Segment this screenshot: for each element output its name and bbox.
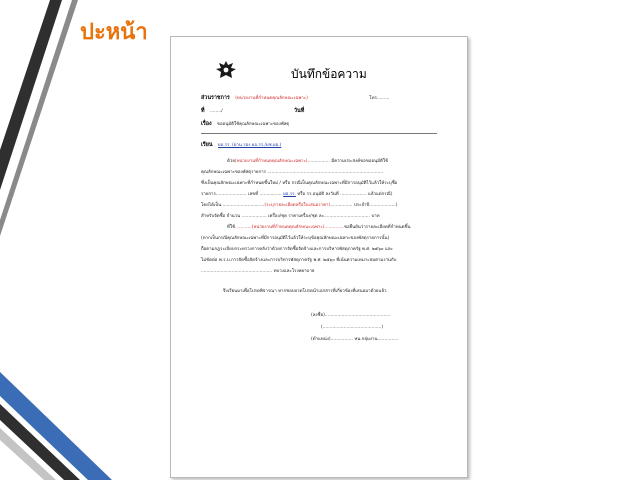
agency-value: (หน่วยงานที่กำหนดคุณลักษณะเฉพาะ) xyxy=(235,96,308,101)
to-label: เรียน xyxy=(201,142,213,148)
agency-label: ส่วนราชการ xyxy=(201,95,230,101)
ref-value: ......../ xyxy=(209,109,223,114)
body-placeholder: (หน่วยงานที่กำหนดคุณลักษณะเฉพาะ) xyxy=(234,159,308,164)
memo-body-line xyxy=(201,203,398,208)
memo-body-line xyxy=(201,214,379,219)
body-text: ที่ใช้ xyxy=(227,225,236,230)
to-value: ผอ.รร. (ผ่าน รอง ผอ.รร./ผช.ผอ.) xyxy=(218,143,282,148)
to-row xyxy=(201,143,281,148)
body-text: สำหรับจัดซื้อ จำนวน .................. เครื่อง/ชุด ราคาเครื่อง/ชุด ละ................................. บาท xyxy=(201,214,380,219)
subject-value: ขออนุมัติใช้คุณลักษณะเฉพาะของพัสดุ xyxy=(217,122,290,127)
body-text: ................................................... ทบวงและโรงพยาบาล xyxy=(201,269,315,274)
header-divider xyxy=(201,133,437,134)
body-text: โดยได้เป็น............................... xyxy=(201,203,265,208)
body-text: ขอยืนยันว่ารายละเอียดที่กำหนดขึ้น xyxy=(343,225,411,230)
body-text: (หากเป็นกรณีคุณลักษณะเฉพาะที่มีการอนุมัติไว้แล้วให้ระบุข้อคุณลักษณะเฉพาะของพัสดุรายการนั้น) xyxy=(201,236,390,241)
signature-line: (ลงชื่อ)............................................... xyxy=(311,313,391,318)
memo-body-line xyxy=(201,258,396,263)
slide-title: ปะหน้า xyxy=(80,20,148,45)
body-text: ถือตามกฎระเบียบกระทรวงการคลังว่าด้วยการจัดซื้อจัดจ้างและการบริหารพัสดุภาครัฐ พ.ศ. ๒๕๖๐ และ xyxy=(201,247,393,252)
body-text: ................ มีความประสงค์ขอขออนุมัติใช้ xyxy=(307,159,388,164)
subject-label: เรื่อง xyxy=(201,121,212,127)
signature-name: (..........................................) xyxy=(321,325,384,330)
body-link-text: ผอ.รร. xyxy=(283,192,296,197)
memo-body-line xyxy=(201,269,314,274)
memo-body-line xyxy=(201,236,389,241)
top-dark-stripe xyxy=(0,0,62,190)
memo-body-line xyxy=(201,181,397,186)
closing-text: จึงเรียนมาเพื่อโปรดพิจารณา หากชอบปรดโปรดนำเอกสารที่เกี่ยวข้องที่เสนอมาด้วยแล้ว xyxy=(223,289,387,294)
body-placeholder: ............(หน่วยงานที่กำหนดคุณลักษณะเฉพาะ).............. xyxy=(235,225,344,230)
memo-title: บันทึกข้อความ xyxy=(291,67,367,81)
body-text: หรือ รร.อนุมัติ ลงวันที่ ................... แล้วแต่กรณี) xyxy=(295,192,393,197)
body-text: ด้วย xyxy=(227,159,235,164)
memo-body-line xyxy=(201,192,392,197)
body-text: ซึ่งเป็นคุณลักษณะเฉพาะที่กำหนดขึ้นใหม่ / หรือ กรณีเป็นคุณลักษณะเฉพาะที่มีการอนุมัติไว้แล้วให้ระบุชื่อ xyxy=(201,181,398,186)
date-label: วันที่ xyxy=(294,108,305,114)
body-text: ................ ประจำปี...................) xyxy=(330,203,398,208)
memo-body-line xyxy=(227,225,410,230)
body-text: รายการ...................... เลขที่ ................ xyxy=(201,192,284,197)
memo-document xyxy=(170,36,468,478)
ref-label: ที่ xyxy=(201,108,205,114)
body-placeholder: (ระบุรายละเอียดหรือใบเสนอราคา) xyxy=(264,203,331,208)
garuda-emblem-icon xyxy=(215,59,237,81)
memo-body-line xyxy=(227,159,388,164)
memo-body-line xyxy=(201,170,383,175)
tel-label: โทร......... xyxy=(369,96,390,101)
memo-body-line xyxy=(201,247,393,252)
agency-row xyxy=(201,96,389,101)
body-text: ไม่ขัดต่อ พ.ร.บ.การจัดซื้อจัดจ้างและการบริหารพัสดุภาครัฐ พ.ศ. ๒๕๖๐ ที่เน้นความเหมาะสมตามงานกับ xyxy=(201,258,397,263)
body-text: คุณลักษณะเฉพาะของพัสดุรายการ ................................................................................... xyxy=(201,170,384,175)
subject-row xyxy=(201,122,289,127)
signature-position: (ตำแหน่ง)................ หน.กลุ่มงาน............... xyxy=(311,337,399,342)
ref-row xyxy=(201,109,304,114)
